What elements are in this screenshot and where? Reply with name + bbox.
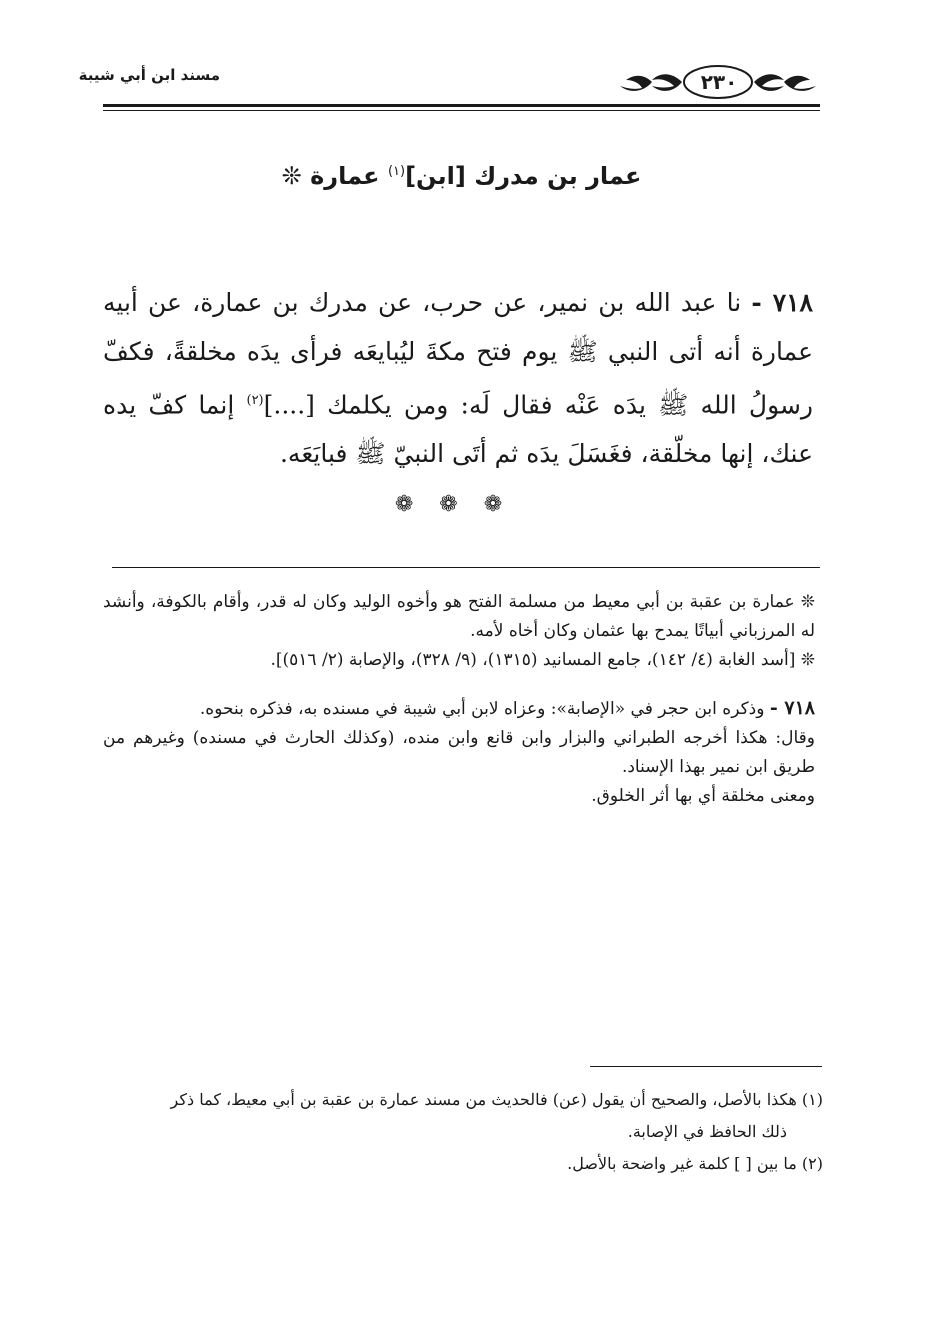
hadith-body-2: إنما كفّ يده عنك، إنها مخلّقة، فغَسَلَ يدَه ثم أتَى النبيّ ﷺ فبايَعَه. bbox=[103, 390, 813, 469]
hadith-body-1: نا عبد الله بن نمير، عن حرب، عن مدرك بن عمارة، عن أبيه عمارة أنه أتى النبي ﷺ يوم فتح مكةَ ليُبايعَه فرأى يدَه مخلقةً، فكفّ رسولُ الله ﷺ يدَه عَنْه فقال لَه: ومن يكلمك [....] bbox=[103, 288, 814, 420]
page-number: ٢٣٠ bbox=[700, 70, 738, 94]
takhrij-number: ٧١٨ - bbox=[769, 697, 815, 719]
footnotes-section bbox=[103, 1084, 823, 1180]
chapter-title-text: عمار بن مدرك [ابن] bbox=[405, 162, 642, 190]
chapter-title bbox=[103, 162, 820, 190]
notes-gap bbox=[103, 675, 815, 694]
notes-separator bbox=[112, 567, 820, 568]
hadith-number: ٧١٨ - bbox=[751, 288, 813, 317]
running-header-title: مسند ابن أبي شيبة bbox=[78, 66, 220, 84]
footnote-1-continued: ذلك الحافظ في الإصابة. bbox=[627, 1122, 787, 1141]
bio-note: ❊ عمارة بن عقبة بن أبي معيط من مسلمة الفتح هو وأخوه الوليد وكان له قدر، وأقام بالكوفة، وأنشد له المرزباني أبياتًا يمدح بها عثمان وكان أخاه لأمه. bbox=[103, 592, 815, 641]
section-divider-stars: ❁❁❁ bbox=[394, 492, 529, 517]
bio-references: ❊ [أسد الغابة (٤/ ١٤٢)، جامع المسانيد (١٣١٥)، (٩/ ٣٢٨)، والإصابة (٢/ ٥١٦)]. bbox=[270, 650, 815, 670]
notes-section bbox=[103, 588, 815, 811]
header-rule-thick bbox=[103, 104, 820, 107]
footnote-ref-2: (٢) bbox=[246, 393, 264, 408]
takhrij-note-2: وقال: هكذا أخرجه الطبراني والبزار وابن قانع وابن منده، (وكذلك الحارث في مسنده) وغيرهم من طريق ابن نمير بهذا الإسناد. bbox=[103, 728, 815, 777]
footnote-2: (٢) ما بين [ ] كلمة غير واضحة بالأصل. bbox=[567, 1154, 823, 1173]
takhrij-note bbox=[103, 694, 815, 724]
hadith-text bbox=[103, 278, 813, 478]
chapter-title-text-2: عمارة ❊ bbox=[281, 162, 388, 190]
footnote-1: (١) هكذا بالأصل، والصحيح أن يقول (عن) فالحديث من مسند عمارة بن عقبة بن أبي معيط، كما ذكر bbox=[170, 1090, 823, 1109]
footnote-ref-1: (١) bbox=[387, 164, 406, 179]
footnotes-separator bbox=[590, 1066, 822, 1067]
takhrij-note-3: ومعنى مخلقة أي بها أثر الخلوق. bbox=[591, 786, 815, 806]
takhrij-text: وذكره ابن حجر في «الإصابة»: وعزاه لابن أبي شيبة في مسنده به، فذكره بنحوه. bbox=[199, 699, 770, 719]
header-rule-thin bbox=[103, 110, 820, 111]
